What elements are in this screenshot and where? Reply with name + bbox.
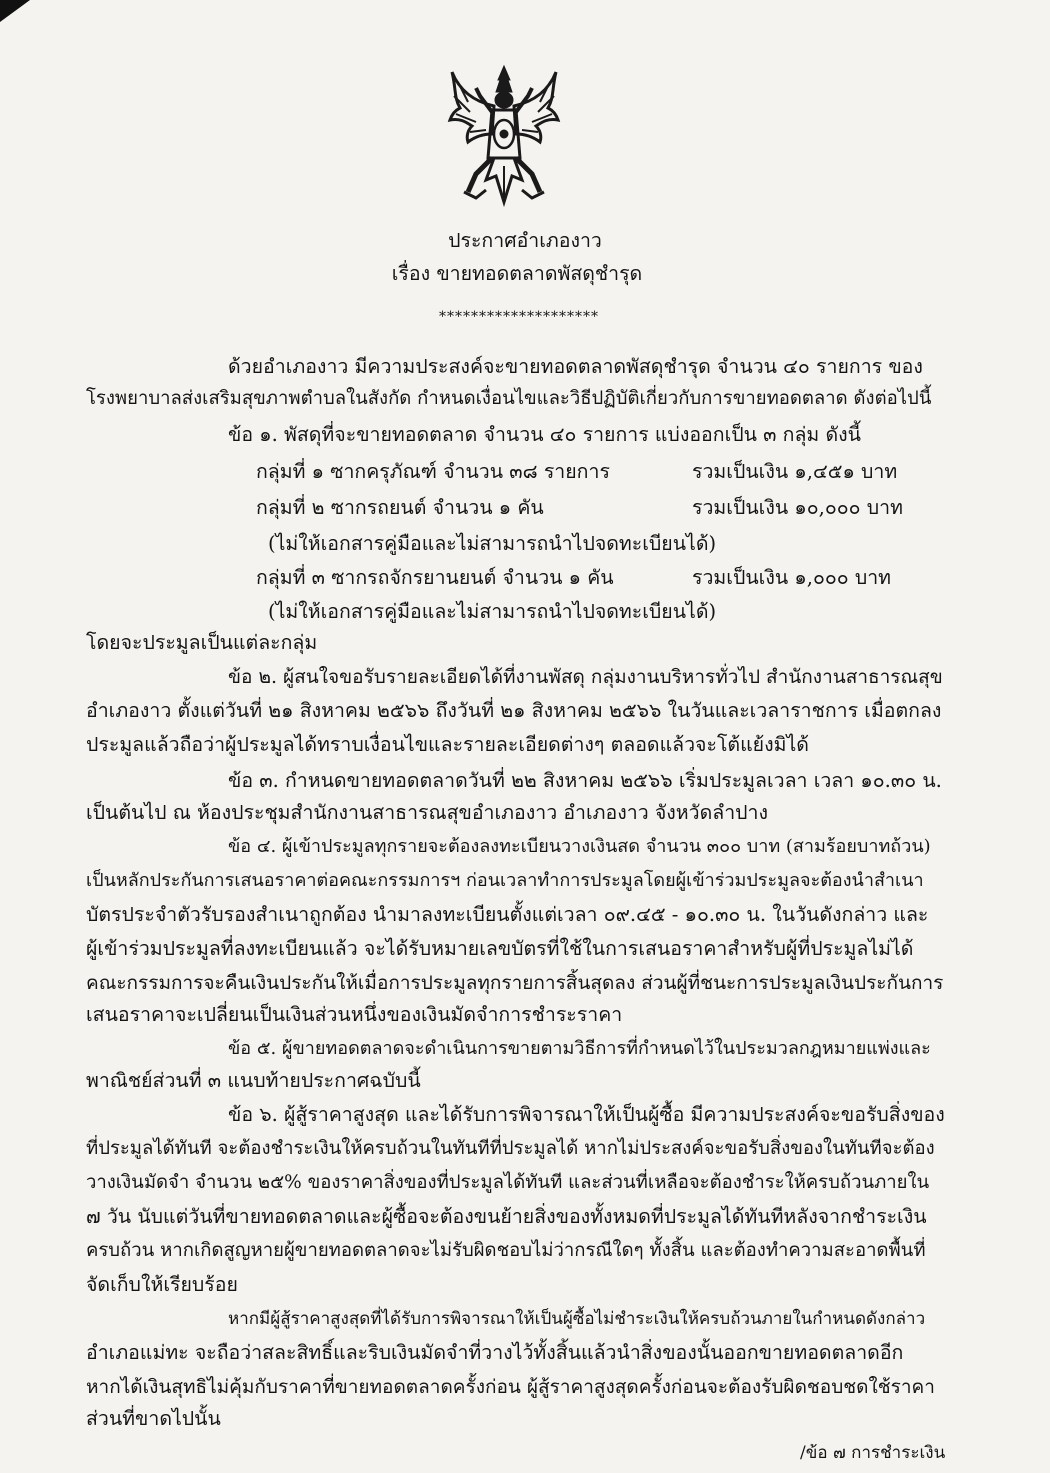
group-3-total: รวมเป็นเงิน ๑,๐๐๐ บาท xyxy=(692,566,892,589)
clause-4-line-6: เสนอราคาจะเปลี่ยนเป็นเงินส่วนหนึ่งของเงินมัดจำการชำระราคา xyxy=(86,1003,623,1026)
clause-4-line-3: บัตรประจำตัวรับรองสำเนาถูกต้อง นำมาลงทะเบียนตั้งแต่เวลา ๐๙.๔๕ - ๑๐.๓๐ น. ในวันดังกล่าว และ xyxy=(86,903,929,926)
clause-1-heading: ข้อ ๑. พัสดุที่จะขายทอดตลาด จำนวน ๔๐ รายการ แบ่งออกเป็น ๓ กลุ่ม ดังนี้ xyxy=(228,423,861,446)
clause-6-line-5: ครบถ้วน หากเกิดสูญหายผู้ขายทอดตลาดจะไม่รับผิดชอบไม่ว่ากรณีใดๆ ทั้งสิ้น และต้องทำความสะอาดพื้นที่ xyxy=(86,1240,926,1261)
clause-5-line-2: พาณิชย์ส่วนที่ ๓ แนบท้ายประกาศฉบับนี้ xyxy=(86,1069,421,1092)
group-2-note: (ไม่ให้เอกสารคู่มือและไม่สามารถนำไปจดทะเบียนได้) xyxy=(268,532,717,555)
clause-6-line-3: วางเงินมัดจำ จำนวน ๒๕% ของราคาสิ่งของที่ประมูลได้ทันที และส่วนที่เหลือจะต้องชำระให้ครบถ้วนภายใน xyxy=(86,1172,930,1193)
clause-6-line-4: ๗ วัน นับแต่วันที่ขายทอดตลาดและผู้ซื้อจะต้องขนย้ายสิ่งของทั้งหมดที่ประมูลได้ทันทีหลังจากชำระเงิน xyxy=(86,1205,927,1228)
paragraph-intro-line-2: โรงพยาบาลส่งเสริมสุขภาพตำบลในสังกัด กำหนดเงื่อนไขและวิธีปฏิบัติเกี่ยวกับการขายทอดตลาด ดังต่อไปนี้ xyxy=(86,388,932,409)
document-subject: เรื่อง ขายทอดตลาดพัสดุชำรุด xyxy=(391,262,643,285)
clause-5-line-1: ข้อ ๕. ผู้ขายทอดตลาดจะดำเนินการขายตามวิธีการที่กำหนดไว้ในประมวลกฎหมายแพ่งและ xyxy=(228,1038,931,1059)
group-1-label: กลุ่มที่ ๑ ซากครุภัณฑ์ จำนวน ๓๘ รายการ xyxy=(256,460,610,483)
forfeit-paragraph-line-4: ส่วนที่ขาดไปนั้น xyxy=(86,1407,221,1430)
clause-3-line-1: ข้อ ๓. กำหนดขายทอดตลาดวันที่ ๒๒ สิงหาคม ๒๕๖๖ เริ่มประมูลเวลา เวลา ๑๐.๓๐ น. xyxy=(228,769,942,792)
clause-6-line-2: ที่ประมูลได้ทันที จะต้องชำระเงินให้ครบถ้วนในทันทีที่ประมูลได้ หากไม่ประสงค์จะขอรับสิ่งของในทันทีจะต้อง xyxy=(86,1138,935,1159)
clause-6-line-1: ข้อ ๖. ผู้สู้ราคาสูงสุด และได้รับการพิจารณาให้เป็นผู้ซื้อ มีความประสงค์จะขอรับสิ่งของ xyxy=(228,1103,945,1126)
forfeit-paragraph-line-2: อำเภอแม่ทะ จะถือว่าสละสิทธิ์และริบเงินมัดจำที่วางไว้ทั้งสิ้นแล้วนำสิ่งของนั้นออกขายทอดตลาดอีก xyxy=(86,1341,904,1364)
clause-4-line-5: คณะกรรมการจะคืนเงินประกันให้เมื่อการประมูลทุกรายการสิ้นสุดลง ส่วนผู้ที่ชนะการประมูลเงินประกันการ xyxy=(86,972,944,994)
clause-6-line-6: จัดเก็บให้เรียบร้อย xyxy=(86,1273,238,1296)
bidding-by-group: โดยจะประมูลเป็นแต่ละกลุ่ม xyxy=(86,631,318,654)
forfeit-paragraph-line-1: หากมีผู้สู้ราคาสูงสุดที่ได้รับการพิจารณาให้เป็นผู้ซื้อไม่ชำระเงินให้ครบถ้วนภายในกำหนดดังกล่าว xyxy=(228,1309,926,1329)
clause-4-line-1: ข้อ ๔. ผู้เข้าประมูลทุกรายจะต้องลงทะเบียนวางเงินสด จำนวน ๓๐๐ บาท (สามร้อยบาทถ้วน) xyxy=(228,836,931,857)
group-1-total: รวมเป็นเงิน ๑,๔๕๑ บาท xyxy=(692,460,898,483)
garuda-emblem-icon xyxy=(446,62,562,212)
scan-corner-mark xyxy=(0,0,30,22)
group-2-total: รวมเป็นเงิน ๑๐,๐๐๐ บาท xyxy=(692,496,903,519)
clause-2-line-2: อำเภองาว ตั้งแต่วันที่ ๒๑ สิงหาคม ๒๕๖๖ ถึงวันที่ ๒๑ สิงหาคม ๒๕๖๖ ในวันและเวลาราชการ เมื่อตกลง xyxy=(86,699,942,722)
group-3-label: กลุ่มที่ ๓ ซากรถจักรยานยนต์ จำนวน ๑ คัน xyxy=(256,566,614,589)
continuation-note: /ข้อ ๗ การชำระเงิน xyxy=(800,1443,946,1463)
forfeit-paragraph-line-3: หากได้เงินสุทธิไม่คุ้มกับราคาที่ขายทอดตลาดครั้งก่อน ผู้สู้ราคาสูงสุดครั้งก่อนจะต้องรับผิดชอบชดใช้ราคา xyxy=(86,1376,935,1398)
document-issuer: ประกาศอำเภองาว xyxy=(448,229,602,252)
group-3-note: (ไม่ให้เอกสารคู่มือและไม่สามารถนำไปจดทะเบียนได้) xyxy=(268,600,717,623)
group-2-label: กลุ่มที่ ๒ ซากรถยนต์ จำนวน ๑ คัน xyxy=(256,496,544,519)
clause-4-line-2: เป็นหลักประกันการเสนอราคาต่อคณะกรรมการฯ ก่อนเวลาทำการประมูลโดยผู้เข้าร่วมประมูลจะต้องนำสำเนา xyxy=(86,870,924,891)
clause-4-line-4: ผู้เข้าร่วมประมูลที่ลงทะเบียนแล้ว จะได้รับหมายเลขบัตรที่ใช้ในการเสนอราคาสำหรับผู้ที่ประมูลไม่ได้ xyxy=(86,937,914,960)
clause-2-line-1: ข้อ ๒. ผู้สนใจขอรับรายละเอียดได้ที่งานพัสดุ กลุ่มงานบริหารทั่วไป สำนักงานสาธารณสุข xyxy=(228,666,943,688)
paragraph-intro-line-1: ด้วยอำเภองาว มีความประสงค์จะขายทอดตลาดพัสดุชำรุด จำนวน ๔๐ รายการ ของ xyxy=(228,355,923,378)
clause-2-line-3: ประมูลแล้วถือว่าผู้ประมูลได้ทราบเงื่อนไขและรายละเอียดต่างๆ ตลอดแล้วจะโต้แย้งมิได้ xyxy=(86,733,809,756)
separator-stars: ******************** xyxy=(439,309,599,325)
clause-3-line-2: เป็นต้นไป ณ ห้องประชุมสำนักงานสาธารณสุขอำเภองาว อำเภองาว จังหวัดลำปาง xyxy=(86,801,769,824)
